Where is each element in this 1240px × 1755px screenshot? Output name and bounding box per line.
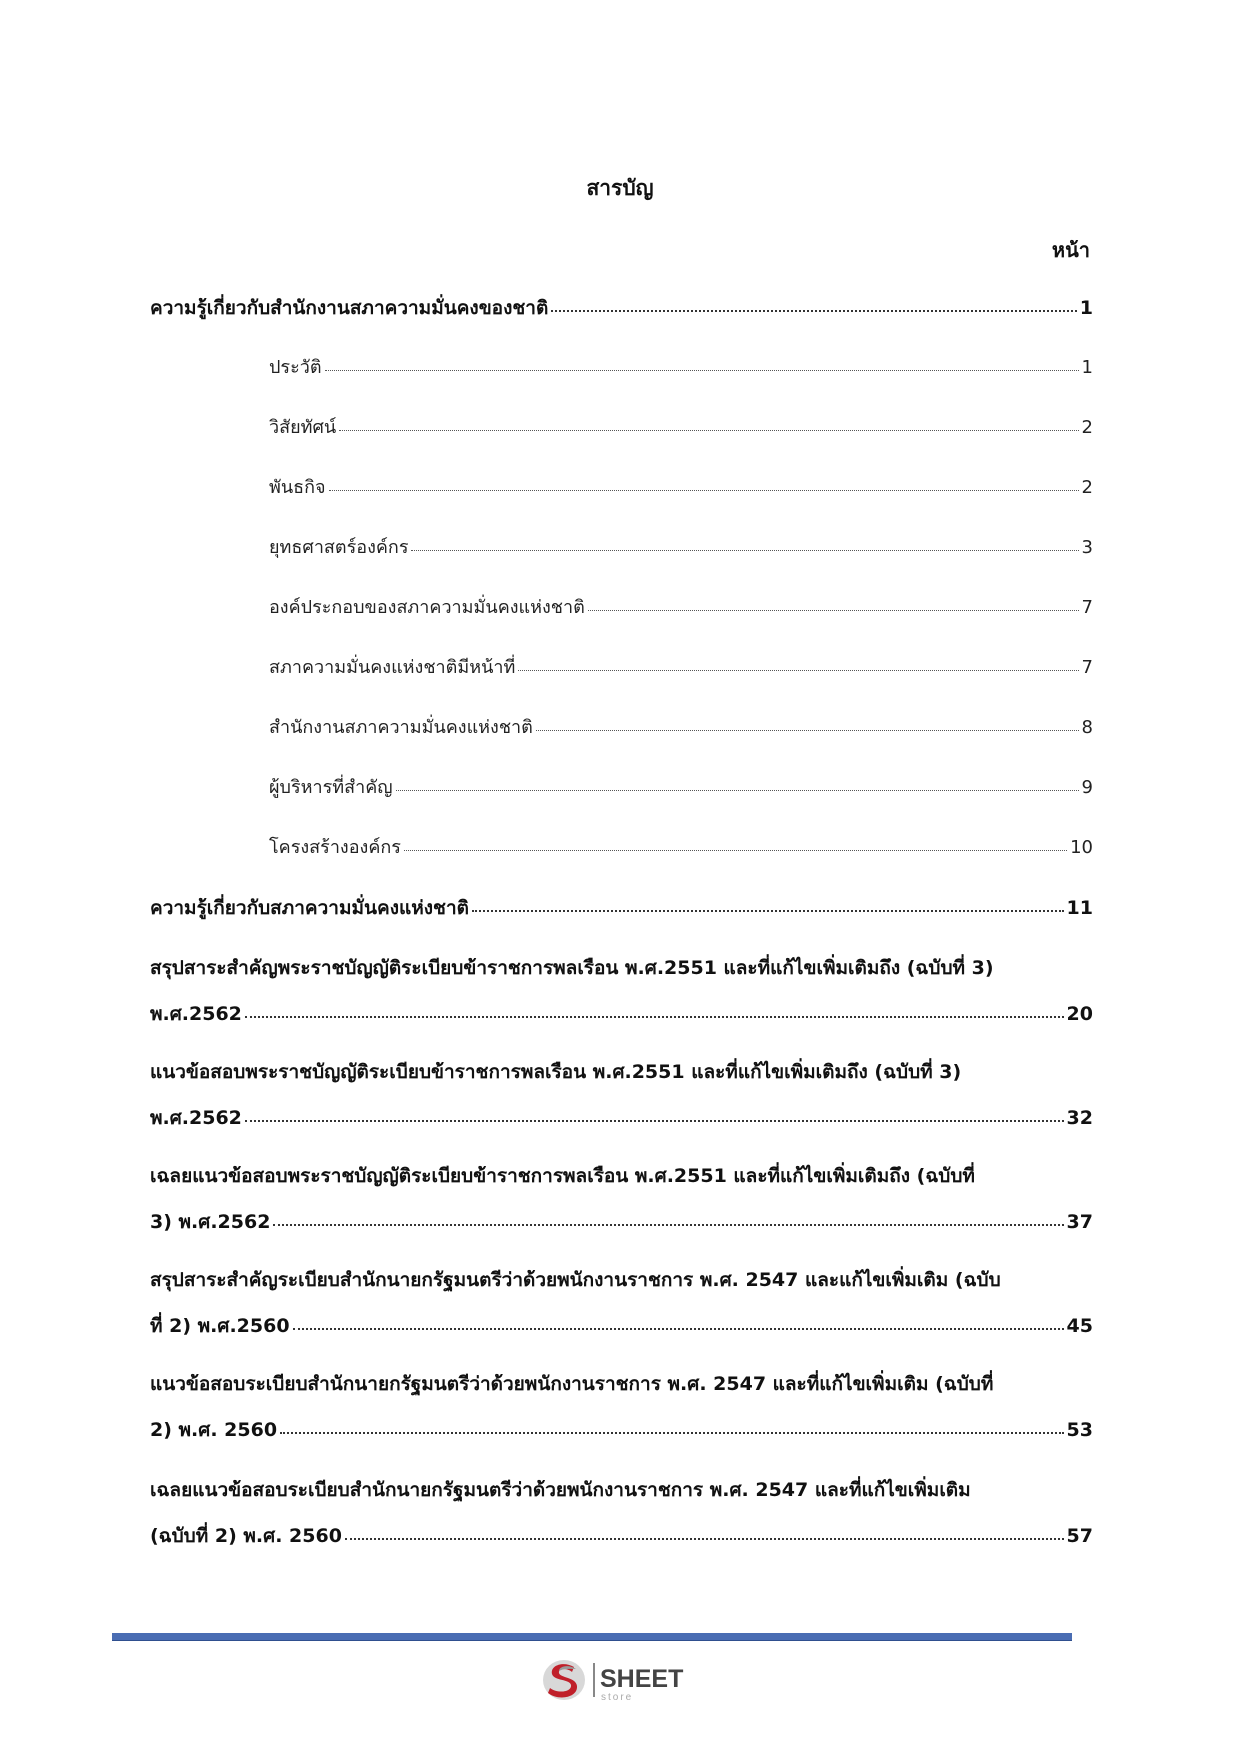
leader-dots (245, 1118, 1064, 1122)
toc-entry-label: ผู้บริหารที่สำคัญ (269, 777, 393, 798)
toc-entry-label: 2) พ.ศ. 2560 (150, 1419, 278, 1441)
toc-entry-page: 7 (1081, 657, 1093, 678)
toc-entry-label: ความรู้เกี่ยวกับสภาความมั่นคงแห่งชาติ (150, 897, 469, 919)
logo-text: SHEET (600, 1665, 684, 1693)
toc-entry-label: โครงสร้างองค์กร (269, 837, 401, 858)
toc-entry-label: (ฉบับที่ 2) พ.ศ. 2560 (150, 1525, 342, 1547)
toc-entry-page: 9 (1081, 777, 1093, 798)
toc-entry-page: 11 (1066, 897, 1093, 919)
leader-dots (329, 489, 1079, 491)
leader-dots (411, 549, 1078, 551)
footer-rule (112, 1633, 1072, 1641)
page-title: สารบัญ (586, 176, 654, 200)
toc-entry-label: องค์ประกอบของสภาความมั่นคงแห่งชาติ (269, 597, 585, 618)
toc-entry-page: 45 (1066, 1315, 1093, 1337)
toc-entry-label: สภาความมั่นคงแห่งชาติมีหน้าที่ (269, 657, 516, 678)
toc-entry-label: 3) พ.ศ.2562 (150, 1211, 271, 1233)
toc-entry-page: 32 (1066, 1107, 1093, 1129)
toc-entry-page: 1 (1081, 357, 1093, 378)
toc-entry[interactable] (269, 474, 1093, 502)
toc-entry-label: ความรู้เกี่ยวกับสำนักงานสภาความมั่นคงของชาติ (150, 297, 549, 319)
toc-entry-page: 3 (1081, 537, 1093, 558)
toc-entry[interactable] (150, 1416, 1093, 1444)
leader-dots (280, 1430, 1064, 1434)
toc-entry-label: สำนักงานสภาความมั่นคงแห่งชาติ (269, 717, 533, 738)
leader-dots (345, 1536, 1064, 1540)
leader-dots (588, 609, 1079, 611)
toc-entry-first-line: แนวข้อสอบพระราชบัญญัติระเบียบข้าราชการพลเรือน พ.ศ.2551 และที่แก้ไขเพิ่มเติมถึง (ฉบับที่ 3) (150, 1061, 962, 1083)
leader-dots (536, 729, 1079, 731)
toc-entry-page: 53 (1066, 1419, 1093, 1441)
toc-entry[interactable] (269, 354, 1093, 382)
toc-entry[interactable] (269, 594, 1093, 622)
toc-entry-first-line: เฉลยแนวข้อสอบพระราชบัญญัติระเบียบข้าราชการพลเรือน พ.ศ.2551 และที่แก้ไขเพิ่มเติมถึง (ฉบับที่ (150, 1165, 975, 1187)
toc-entry[interactable] (269, 714, 1093, 742)
toc-entry-first-line: สรุปสาระสำคัญระเบียบสำนักนายกรัฐมนตรีว่าด้วยพนักงานราชการ พ.ศ. 2547 และแก้ไขเพิ่มเติม (ฉบับ (150, 1269, 1001, 1291)
toc-entry[interactable] (150, 1000, 1093, 1028)
sheet-store-logo (540, 1655, 710, 1705)
toc-entry-label: พันธกิจ (269, 477, 326, 498)
leader-dots (404, 849, 1067, 851)
page-column-header: หน้า (1051, 238, 1090, 262)
leader-dots (273, 1222, 1063, 1226)
toc-entry[interactable] (150, 294, 1093, 322)
leader-dots (245, 1014, 1064, 1018)
toc-entry-page: 2 (1081, 477, 1093, 498)
toc-entry-page: 8 (1081, 717, 1093, 738)
toc-entry[interactable] (269, 834, 1093, 862)
toc-entry[interactable] (150, 1208, 1093, 1236)
leader-dots (339, 429, 1078, 431)
toc-entry-label: ยุทธศาสตร์องค์กร (269, 537, 409, 558)
leader-dots (551, 308, 1076, 312)
leader-dots (325, 369, 1079, 371)
toc-entry-label: วิสัยทัศน์ (269, 417, 337, 438)
toc-entry-page: 1 (1079, 297, 1093, 319)
toc-entry[interactable] (269, 654, 1093, 682)
logo-subtext: store (601, 1692, 634, 1703)
toc-entry-first-line: แนวข้อสอบระเบียบสำนักนายกรัฐมนตรีว่าด้วยพนักงานราชการ พ.ศ. 2547 และที่แก้ไขเพิ่มเติม (ฉบับที่ (150, 1373, 994, 1395)
toc-entry-page: 37 (1066, 1211, 1093, 1233)
toc-entry-page: 20 (1066, 1003, 1093, 1025)
toc-entry-page: 2 (1081, 417, 1093, 438)
leader-dots (472, 908, 1064, 912)
toc-entry-first-line: สรุปสาระสำคัญพระราชบัญญัติระเบียบข้าราชการพลเรือน พ.ศ.2551 และที่แก้ไขเพิ่มเติมถึง (ฉบับที่ 3) (150, 957, 994, 979)
toc-entry[interactable] (269, 774, 1093, 802)
toc-entry-label: ประวัติ (269, 357, 322, 378)
toc-entry-label: ที่ 2) พ.ศ.2560 (150, 1315, 290, 1337)
toc-entry[interactable] (150, 1104, 1093, 1132)
toc-entry[interactable] (150, 1522, 1093, 1550)
toc-entry-label: พ.ศ.2562 (150, 1107, 242, 1129)
toc-entry[interactable] (269, 414, 1093, 442)
logo-s-icon (543, 1660, 585, 1700)
toc-entry[interactable] (269, 534, 1093, 562)
leader-dots (293, 1326, 1064, 1330)
toc-entry-label: พ.ศ.2562 (150, 1003, 242, 1025)
leader-dots (396, 789, 1079, 791)
leader-dots (518, 669, 1078, 671)
toc-entry[interactable] (150, 1312, 1093, 1340)
toc-entry[interactable] (150, 894, 1093, 922)
toc-entry-page: 10 (1070, 837, 1093, 858)
toc-entry-page: 57 (1066, 1525, 1093, 1547)
toc-entry-page: 7 (1081, 597, 1093, 618)
toc-entry-first-line: เฉลยแนวข้อสอบระเบียบสำนักนายกรัฐมนตรีว่าด้วยพนักงานราชการ พ.ศ. 2547 และที่แก้ไขเพิ่มเติม (150, 1479, 971, 1501)
